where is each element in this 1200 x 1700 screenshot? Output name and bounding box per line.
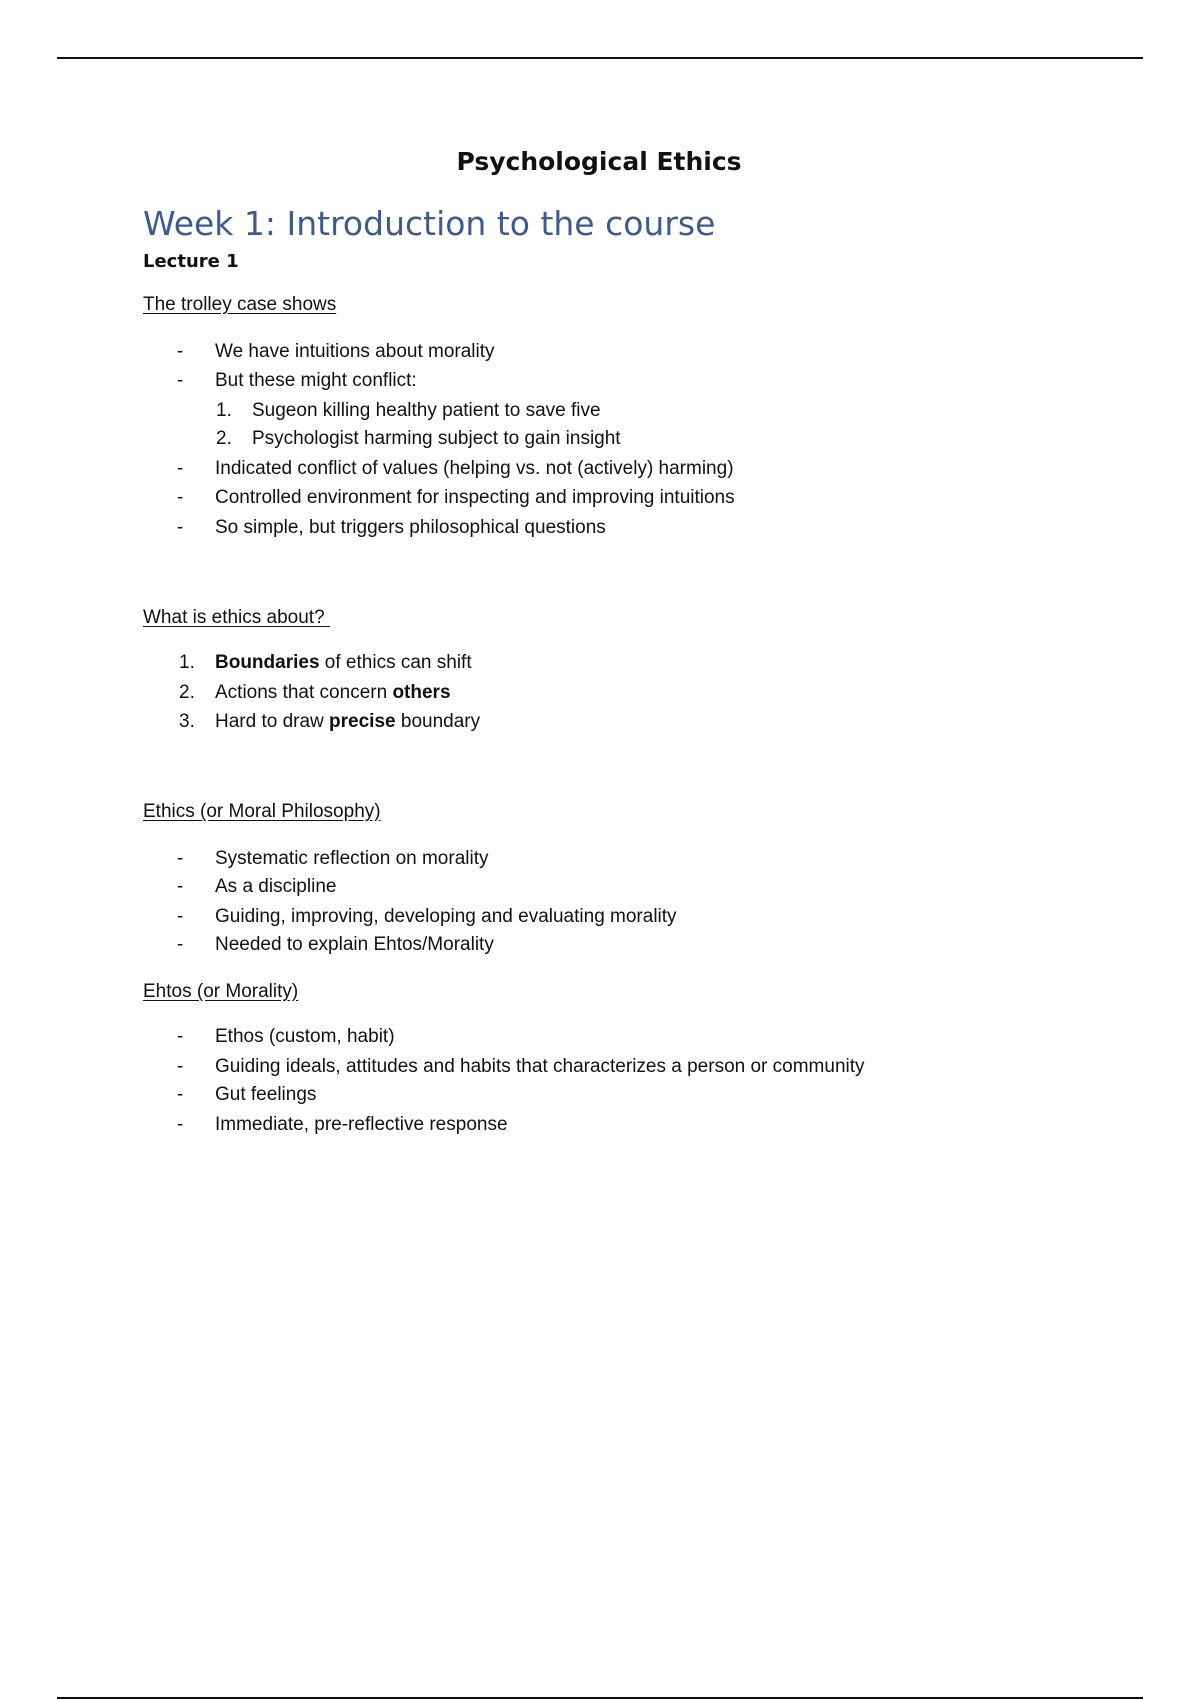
list-item: - We have intuitions about morality [177, 341, 495, 362]
list-item: - Indicated conflict of values (helping vs. not (actively) harming) [177, 458, 734, 479]
list-item: 2. Actions that concern others [179, 682, 451, 703]
list-item: - Controlled environment for inspecting and improving intuitions [177, 487, 735, 508]
list-item: - So simple, but triggers philosophical questions [177, 517, 606, 538]
list-item: - But these might conflict: [177, 370, 417, 391]
list-item: 1. Boundaries of ethics can shift [179, 652, 472, 673]
footer-rule [57, 1697, 1143, 1699]
list-item: - Immediate, pre-reflective response [177, 1114, 508, 1135]
week-heading: Week 1: Introduction to the course [143, 204, 716, 243]
list-item: 3. Hard to draw precise boundary [179, 711, 481, 732]
section-heading-moral-philosophy: Ethics (or Moral Philosophy) [143, 801, 381, 822]
list-item: - Needed to explain Ehtos/Morality [177, 934, 494, 955]
list-item: - As a discipline [177, 876, 337, 897]
list-item: - Guiding, improving, developing and evaluating morality [177, 906, 677, 927]
document-title: Psychological Ethics [456, 147, 742, 176]
list-item: - Gut feelings [177, 1084, 317, 1105]
list-item: - Guiding ideals, attitudes and habits that characterizes a person or community [177, 1056, 865, 1077]
section-heading-ethics-about: What is ethics about? [143, 607, 330, 628]
section-heading-trolley: The trolley case shows [143, 294, 337, 315]
section-heading-morality: Ehtos (or Morality) [143, 981, 299, 1002]
sub-list-item: 1. Sugeon killing healthy patient to save five [216, 400, 601, 421]
list-item: - Systematic reflection on morality [177, 848, 489, 869]
lecture-label: Lecture 1 [143, 251, 239, 272]
sub-list-item: 2. Psychologist harming subject to gain insight [216, 428, 621, 449]
list-item: - Ethos (custom, habit) [177, 1026, 395, 1047]
header-rule [57, 57, 1143, 59]
